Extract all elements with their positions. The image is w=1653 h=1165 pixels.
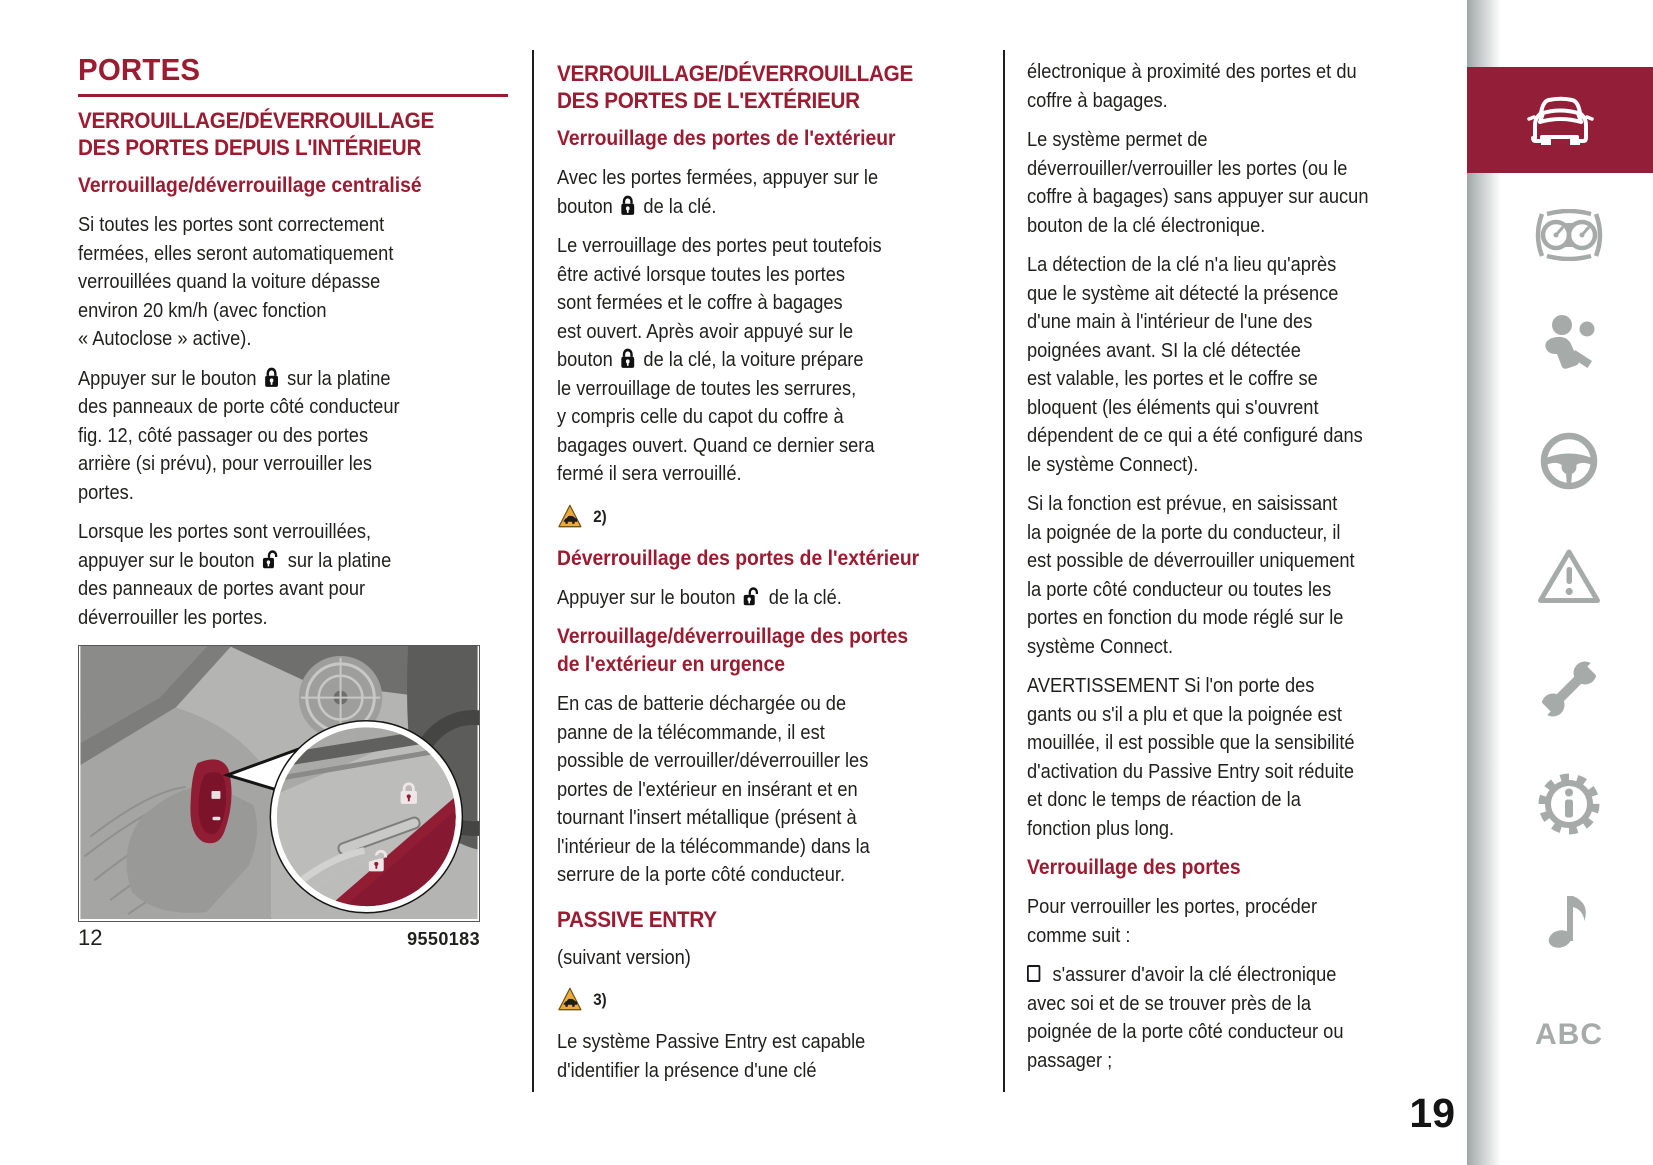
subsection-heading: Déverrouillage des portes de l'extérieur: [557, 546, 920, 570]
subsection-heading: Verrouillage/déverrouillage des portes de l'extérieur en urgence: [557, 625, 909, 676]
paragraph: Appuyer sur le bouton sur la platine des panneaux de porte côté conducteur fig. 12, côté passager ou des portes arrière (si prévu), pour verrouiller les portes.: [78, 366, 400, 504]
sidebar-item-warning-triangle[interactable]: [1499, 545, 1639, 611]
paragraph: Si toutes les portes sont correctement fermées, elles seront automatiquement verrouillées quand la voiture dépasse environ 20 km/h (avec fonction « Autoclose » active).: [78, 213, 394, 350]
figure-caption: [78, 925, 480, 951]
paragraph: électronique à proximité des portes et du coffre à bagages.: [1027, 60, 1357, 112]
column-divider: [532, 50, 534, 1092]
warning-triangle-icon: [1537, 547, 1601, 610]
section-heading: PASSIVE ENTRY: [557, 906, 717, 932]
paragraph: Si la fonction est prévue, en saisissant la poignée de la porte du conducteur, il est possible de déverrouiller uniquement la porte côté conducteur ou toutes les portes en fonction du mode réglé sur le système Connect.: [1027, 492, 1355, 658]
car-front-icon: [1520, 89, 1600, 152]
square-bullet-icon: [1027, 963, 1047, 986]
subsection-heading: Verrouillage des portes: [1027, 856, 1241, 879]
paragraph: Pour verrouiller les portes, procéder comme suit :: [1027, 895, 1318, 947]
sidebar-shadow: [1467, 0, 1501, 1165]
paragraph: s'assurer d'avoir la clé électronique avec soi et de se trouver près de la poignée de la porte côté conducteur ou passager ;: [1027, 963, 1344, 1072]
sidebar-item-steering-wheel[interactable]: [1499, 430, 1639, 496]
airbag-icon: [1538, 312, 1600, 381]
lock-open-icon: [741, 586, 764, 609]
paragraph: (suivant version): [557, 945, 691, 969]
paragraph: La détection de la clé n'a lieu qu'après que le système ait détecté la présence d'une main à l'intérieur de l'une des poignées avant. SI la clé détectée est valable, les portes et le coffre se bloquent (les éléments qui s'ouvrent dépendent de ce qui a été configuré dans le système Connect).: [1027, 253, 1363, 476]
page-title: PORTES: [78, 52, 201, 87]
music-note-icon: [1545, 888, 1593, 955]
figure-number: 12: [78, 925, 103, 950]
sidebar-item-airbag[interactable]: [1499, 313, 1639, 379]
paragraph: Lorsque les portes sont verrouillées, appuyer sur le bouton sur la platine des panneaux de portes avant pour déverrouiller les portes.: [78, 520, 392, 629]
paragraph: AVERTISSEMENT Si l'on porte des gants ou s'il a plu et que la poignée est mouillée, il est possible que la sensibilité d'activation du Passive Entry soit réduite et donc le temps de réaction de la fonction plus long.: [1027, 674, 1355, 840]
abc-label: ABC: [1535, 1018, 1603, 1051]
info-gear-icon: [1536, 771, 1602, 842]
section-heading: VERROUILLAGE/DÉVERROUILLAGE DES PORTES DEPUIS L'INTÉRIEUR: [78, 108, 434, 160]
steering-wheel-icon: [1540, 432, 1598, 495]
sidebar-item-wrench[interactable]: [1499, 658, 1639, 724]
callout-note: 3): [557, 985, 967, 1015]
paragraph: En cas de batterie déchargée ou de panne de la télécommande, il est possible de verrouiller/déverrouiller les portes de l'extérieur en insérant et en tournant l'insert métallique (présent à l'intérieur de la télécommande) dans la serrure de la porte côté conducteur.: [557, 692, 870, 886]
column-right: [1027, 58, 1427, 1086]
lock-open-icon: [260, 549, 283, 572]
sidebar-item-info-gear[interactable]: [1499, 773, 1639, 839]
subsection-heading: Verrouillage/déverrouillage centralisé: [78, 174, 422, 197]
dashboard-icon: [1532, 209, 1606, 266]
warning-car-icon: [557, 507, 589, 526]
column-middle: [557, 56, 967, 1096]
callout-note: 2): [557, 502, 967, 532]
figure-12-image: [78, 645, 480, 922]
subsection-heading: Verrouillage des portes de l'extérieur: [557, 127, 896, 150]
figure-code: 9550183: [407, 929, 480, 949]
sidebar-item-car-front[interactable]: [1467, 67, 1653, 173]
paragraph: Avec les portes fermées, appuyer sur le bouton de la clé.: [557, 166, 879, 218]
column-divider: [1003, 50, 1005, 1092]
paragraph: Le système permet de déverrouiller/verrouiller les portes (ou le coffre à bagages) sans appuyer sur aucun bouton de la clé électronique.: [1027, 128, 1369, 237]
wrench-icon: [1540, 660, 1598, 723]
paragraph: Le système Passive Entry est capable d'identifier la présence d'une clé: [557, 1030, 866, 1082]
column-left: [78, 52, 512, 643]
page-number: 19: [1409, 1090, 1455, 1136]
title-rule: [78, 94, 508, 97]
lock-closed-icon: [618, 195, 638, 218]
paragraph: Le verrouillage des portes peut toutefois être activé lorsque toutes les portes sont fermées et le coffre à bagages est ouvert. Après avoir appuyé sur le bouton de la clé, la voiture prépare le verrouillage de toutes les serrures, y compris celle du capot du coffre à bagages ouvert. Quand ce dernier sera fermé il sera verrouillé.: [557, 234, 882, 485]
car-interior-photo: [79, 646, 479, 919]
lock-closed-icon: [262, 367, 282, 390]
paragraph: Appuyer sur le bouton de la clé.: [557, 585, 842, 609]
sidebar-item-music-note[interactable]: [1499, 888, 1639, 954]
left-column-content: [78, 107, 512, 632]
warning-car-icon: [557, 990, 589, 1009]
section-heading: VERROUILLAGE/DÉVERROUILLAGE DES PORTES DE L'EXTÉRIEUR: [557, 61, 913, 113]
sidebar-item-abc[interactable]: [1499, 1002, 1639, 1068]
sidebar-item-dashboard[interactable]: [1499, 204, 1639, 270]
lock-closed-icon: [618, 348, 638, 371]
square-bullet-icon: [1027, 965, 1040, 982]
